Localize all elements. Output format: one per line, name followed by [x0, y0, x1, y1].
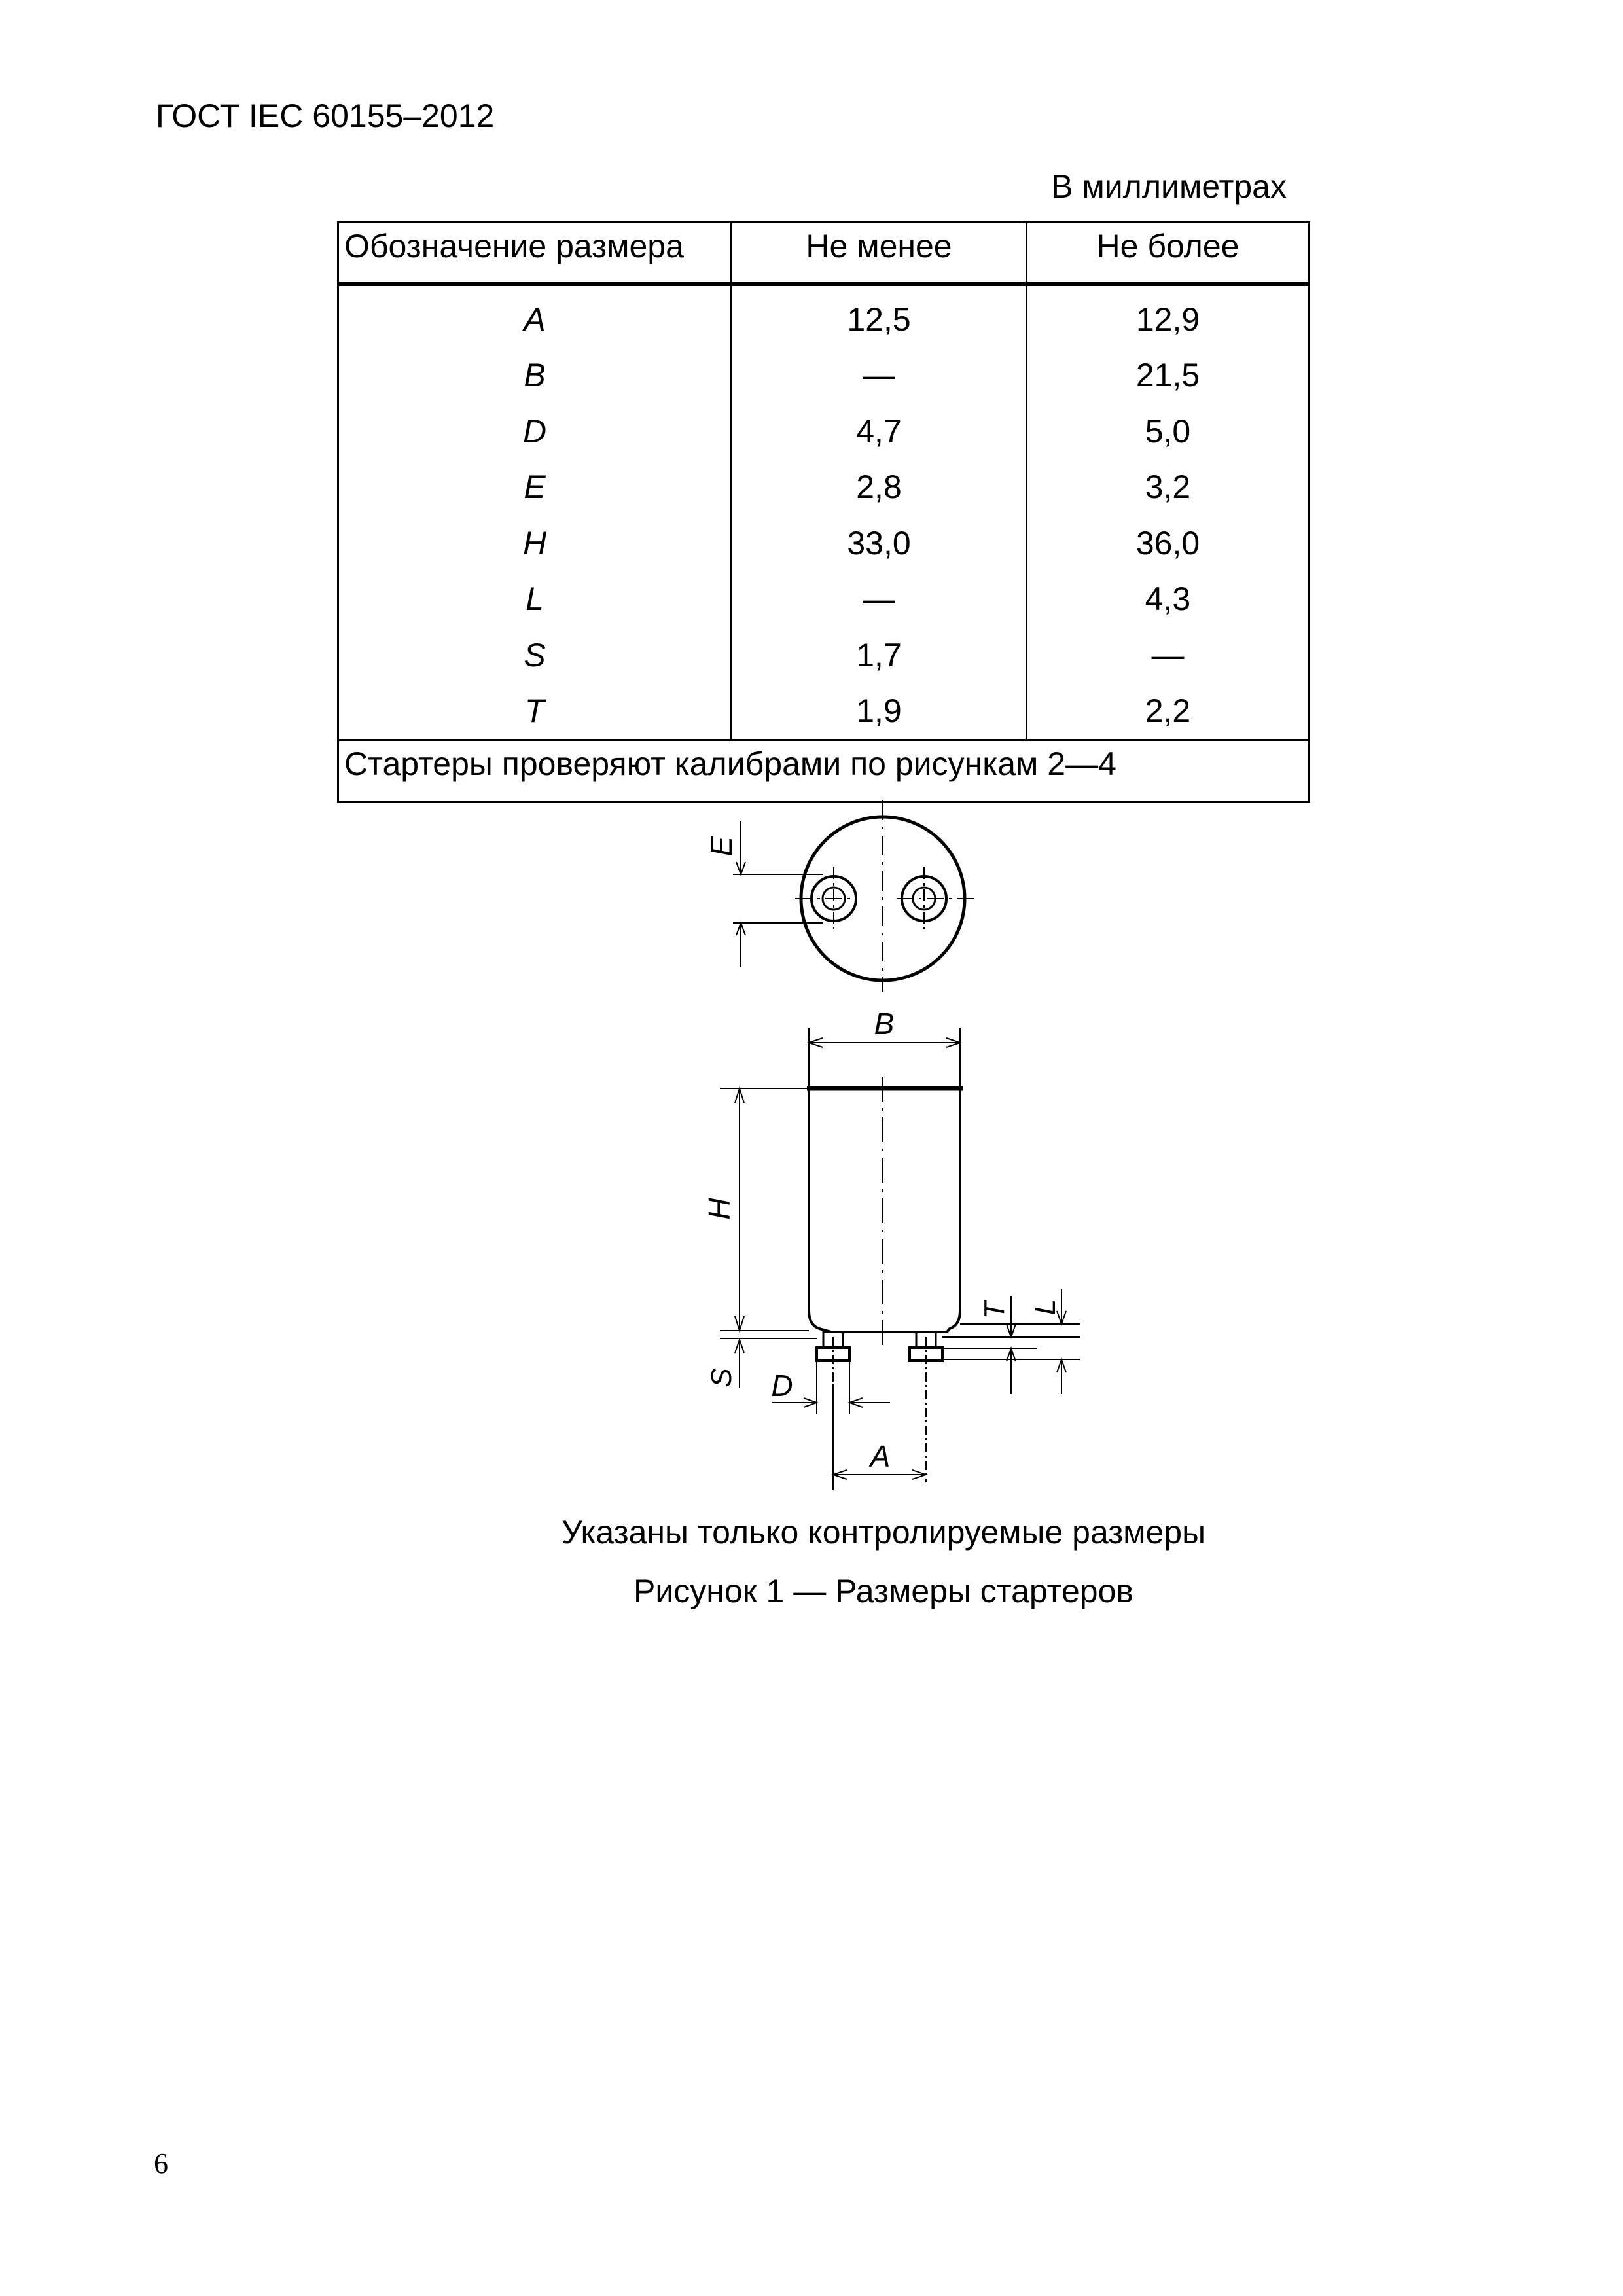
cell-min: 12,5 [732, 284, 1027, 348]
dimension-label-h: H [702, 1198, 736, 1220]
table-footnote-row [338, 740, 1310, 802]
figure-note: Указаны только контролируемые размеры [561, 1514, 1206, 1551]
table-row [338, 403, 1310, 459]
cell-symbol: D [338, 403, 732, 459]
dimension-label-s: S [705, 1368, 738, 1388]
cell-symbol: B [338, 348, 732, 404]
column-header-min: Не менее [732, 223, 1027, 285]
page-number: 6 [154, 2147, 168, 2179]
dimensions-table [337, 221, 1310, 803]
column-header-max: Не более [1026, 223, 1309, 285]
cell-min: 33,0 [732, 515, 1027, 571]
figure-caption: Рисунок 1 — Размеры стартеров [633, 1573, 1133, 1609]
cell-symbol: T [338, 683, 732, 740]
table-row [338, 459, 1310, 516]
table-footnote: Стартеры проверяют калибрами по рисункам 2—4 [338, 740, 1310, 802]
table-row [338, 348, 1310, 404]
dimension-label-b: B [874, 1007, 895, 1041]
dimension-label-t: T [978, 1301, 1010, 1319]
cell-min: 1,9 [732, 683, 1027, 740]
cell-min: 1,7 [732, 627, 1027, 683]
cell-min: 4,7 [732, 403, 1027, 459]
cell-max: 12,9 [1026, 284, 1309, 348]
cell-symbol: A [338, 284, 732, 348]
cell-max: — [1026, 627, 1309, 683]
cell-symbol: L [338, 571, 732, 628]
cell-max: 3,2 [1026, 459, 1309, 516]
starter-side-view [720, 1028, 1080, 1490]
cell-symbol: H [338, 515, 732, 571]
table-row [338, 515, 1310, 571]
dimension-label-d: D [771, 1369, 793, 1403]
table-header-row [338, 223, 1310, 285]
cell-symbol: E [338, 459, 732, 516]
column-header-symbol: Обозначение размера [338, 223, 732, 285]
dimension-label-l: L [1029, 1299, 1061, 1316]
document-code: ГОСТ IEC 60155–2012 [156, 98, 495, 134]
cell-symbol: S [338, 627, 732, 683]
cell-min: 2,8 [732, 459, 1027, 516]
cell-max: 21,5 [1026, 348, 1309, 404]
table-row [338, 571, 1310, 628]
dimension-label-e: E [704, 836, 738, 857]
table-row [338, 284, 1310, 348]
cell-max: 4,3 [1026, 571, 1309, 628]
table-units: В миллиметрах [1051, 168, 1287, 205]
starter-top-view [733, 800, 978, 992]
cell-min: — [732, 571, 1027, 628]
table-row [338, 683, 1310, 740]
cell-max: 5,0 [1026, 403, 1309, 459]
cell-min: — [732, 348, 1027, 404]
table-row [338, 627, 1310, 683]
cell-max: 2,2 [1026, 683, 1309, 740]
cell-max: 36,0 [1026, 515, 1309, 571]
starter-dimension-drawing [681, 795, 1113, 1492]
dimension-label-a: A [870, 1439, 891, 1473]
